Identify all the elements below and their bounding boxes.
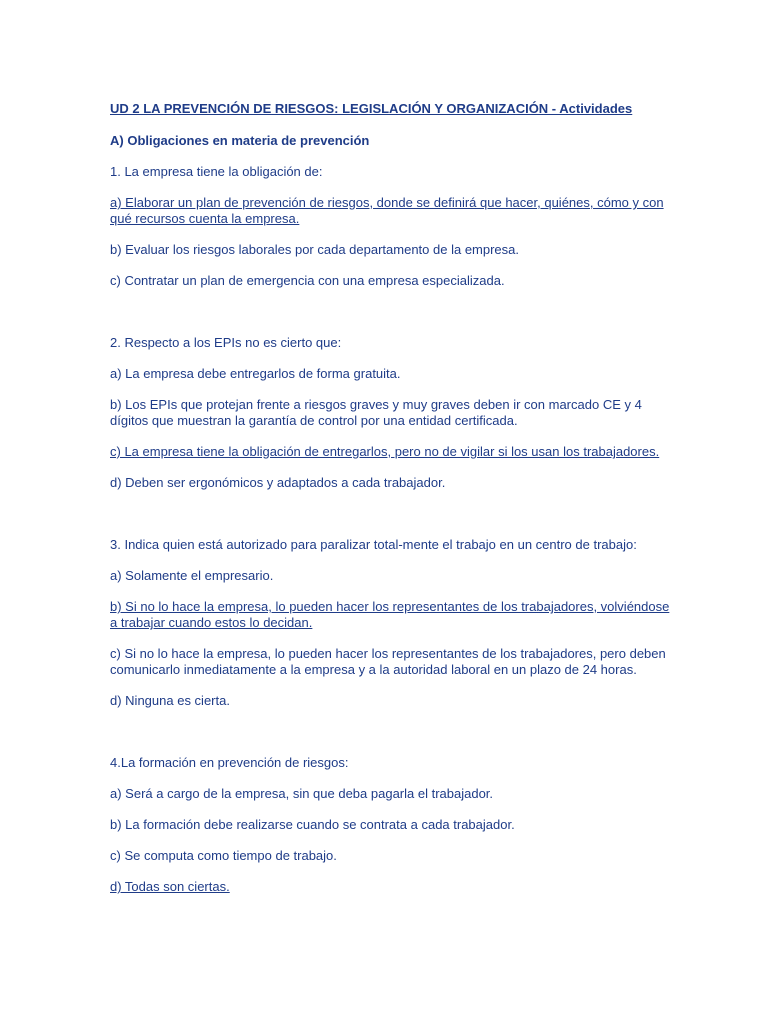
question-1-option-c: c) Contratar un plan de emergencia con una empresa especializada. xyxy=(110,273,505,288)
question-3-option-d: d) Ninguna es cierta. xyxy=(110,693,230,708)
question-1: 1. La empresa tiene la obligación de: xyxy=(110,164,323,179)
spacer xyxy=(110,506,670,537)
section-heading: A) Obligaciones en materia de prevención xyxy=(110,133,370,148)
question-3-option-a: a) Solamente el empresario. xyxy=(110,568,274,583)
question-3-option-c: c) Si no lo hace la empresa, lo pueden hacer los representantes de los trabajadores, pero deben comunicarlo inmediatamente a la empresa y a la autoridad laboral en un plazo de 24 horas. xyxy=(110,646,666,677)
document-content xyxy=(110,101,670,910)
question-4-option-c: c) Se computa como tiempo de trabajo. xyxy=(110,848,337,863)
question-4: 4.La formación en prevención de riesgos: xyxy=(110,755,349,770)
question-4-option-d: d) Todas son ciertas. xyxy=(110,879,230,894)
question-1-option-b: b) Evaluar los riesgos laborales por cada departamento de la empresa. xyxy=(110,242,520,257)
question-2-option-c: c) La empresa tiene la obligación de entregarlos, pero no de vigilar si los usan los trabajadores. xyxy=(110,444,660,459)
spacer xyxy=(110,304,670,335)
question-4-option-b: b) La formación debe realizarse cuando se contrata a cada trabajador. xyxy=(110,817,515,832)
question-2-option-b: b) Los EPIs que protejan frente a riesgos graves y muy graves deben ir con marcado CE y 4 dígitos que muestran la garantía de control por una entidad certificada. xyxy=(110,397,642,428)
question-4-option-a: a) Será a cargo de la empresa, sin que deba pagarla el trabajador. xyxy=(110,786,494,801)
question-2: 2. Respecto a los EPIs no es cierto que: xyxy=(110,335,342,350)
question-3: 3. Indica quien está autorizado para paralizar total-mente el trabajo en un centro de trabajo: xyxy=(110,537,637,552)
document-title: UD 2 LA PREVENCIÓN DE RIESGOS: LEGISLACIÓN Y ORGANIZACIÓN - Actividades xyxy=(110,101,633,116)
question-1-option-a: a) Elaborar un plan de prevención de riesgos, donde se definirá que hacer, quiénes, cómo y con qué recursos cuenta la empresa. xyxy=(110,195,664,226)
spacer xyxy=(110,724,670,755)
question-3-option-b: b) Si no lo hace la empresa, lo pueden hacer los representantes de los trabajadores, volviéndose a trabajar cuando estos lo decidan. xyxy=(110,599,670,630)
question-2-option-d: d) Deben ser ergonómicos y adaptados a cada trabajador. xyxy=(110,475,446,490)
question-2-option-a: a) La empresa debe entregarlos de forma gratuita. xyxy=(110,366,401,381)
